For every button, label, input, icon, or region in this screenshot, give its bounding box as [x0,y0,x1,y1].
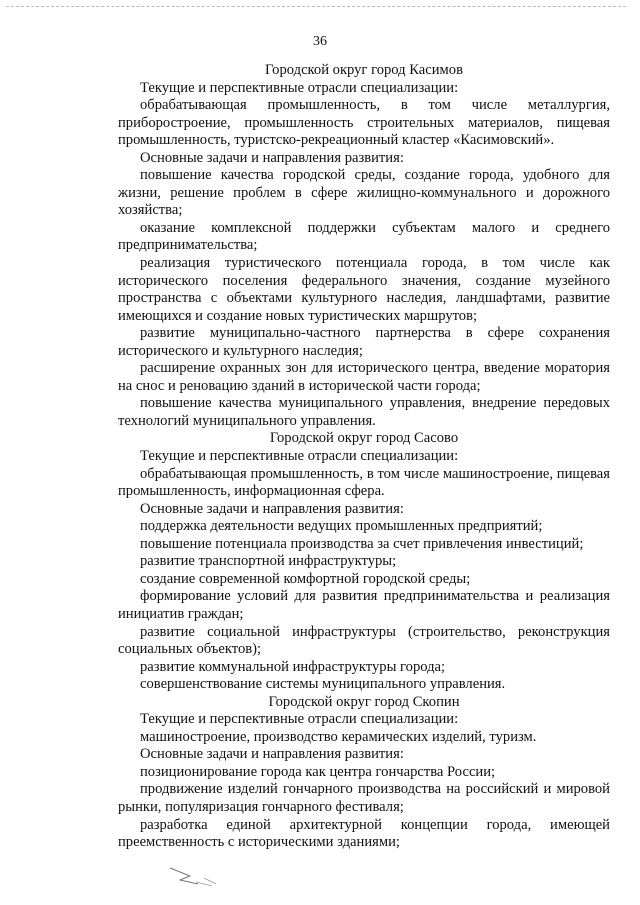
section-heading-sasovo: Городской округ город Сасово [269,430,459,447]
paragraph: развитие социальной инфраструктуры (строительство, реконструкция социальных объектов); [118,623,610,658]
document-body [118,62,610,852]
paragraph: повышение качества муниципального управления, внедрение передовых технологий муниципального управления. [118,395,610,429]
paragraph: Текущие и перспективные отрасли специализации: [140,79,459,96]
paragraph: Основные задачи и направления развития: [140,500,404,517]
paragraph: Основные задачи и направления развития: [140,149,404,166]
paragraph: повышение потенциала производства за счет привлечения инвестиций; [140,535,584,552]
paragraph: оказание комплексной поддержки субъектам малого и среднего предпринимательства; [118,219,610,254]
page-number: 36 [313,34,327,49]
paragraph: обрабатывающая промышленность, в том числе машиностроение, пищевая промышленность, информационная сфера. [118,465,610,500]
paragraph: расширение охранных зон для исторического центра, введение моратория на снос и реновацию зданий в исторической части города; [118,360,610,394]
paragraph: развитие муниципально-частного партнерства в сфере сохранения исторического и культурного наследия; [118,325,610,359]
paragraph: машиностроение, производство керамических изделий, туризм. [140,728,537,745]
paragraph: создание современной комфортной городской среды; [140,570,471,587]
handwritten-initials-mark [168,862,228,890]
paragraph: повышение качества городской среды, создание города, удобного для жизни, решение проблем в сфере жилищно-коммунального и дорожного хозяйства; [118,167,610,219]
paragraph: реализация туристического потенциала города, в том числе как исторического поселения федерального значения, создание музейного пространства с объектами культурного наследия, ландшафтами, развитие имеющихся и создание новых туристических маршрутов; [118,255,610,324]
paragraph: развитие коммунальной инфраструктуры города; [140,658,446,675]
paragraph: Текущие и перспективные отрасли специализации: [140,711,459,728]
paragraph: позиционирование города как центра гончарства России; [140,763,496,780]
scan-edge-line [6,6,626,7]
paragraph: обрабатывающая промышленность, в том числе металлургия, приборостроение, промышленность строительных материалов, пищевая промышленность, туристско-рекреационный кластер «Касимовский». [118,97,610,149]
paragraph: Основные задачи и направления развития: [140,746,404,763]
paragraph: продвижение изделий гончарного производства на российский и мировой рынки, популяризация гончарного фестиваля; [118,781,610,815]
paragraph: совершенствование системы муниципального управления. [140,676,506,693]
paragraph: развитие транспортной инфраструктуры; [140,553,397,570]
paragraph: поддержка деятельности ведущих промышленных предприятий; [140,518,543,535]
paragraph: разработка единой архитектурной концепции города, имеющей преемственность с историческими зданиями; [118,816,610,851]
paragraph: формирование условий для развития предпринимательства и реализация инициатив граждан; [118,588,610,622]
section-heading-skopin: Городской округ город Скопин [268,693,460,710]
section-heading-kasimov: Городской округ город Касимов [265,62,463,78]
paragraph: Текущие и перспективные отрасли специализации: [140,448,459,465]
